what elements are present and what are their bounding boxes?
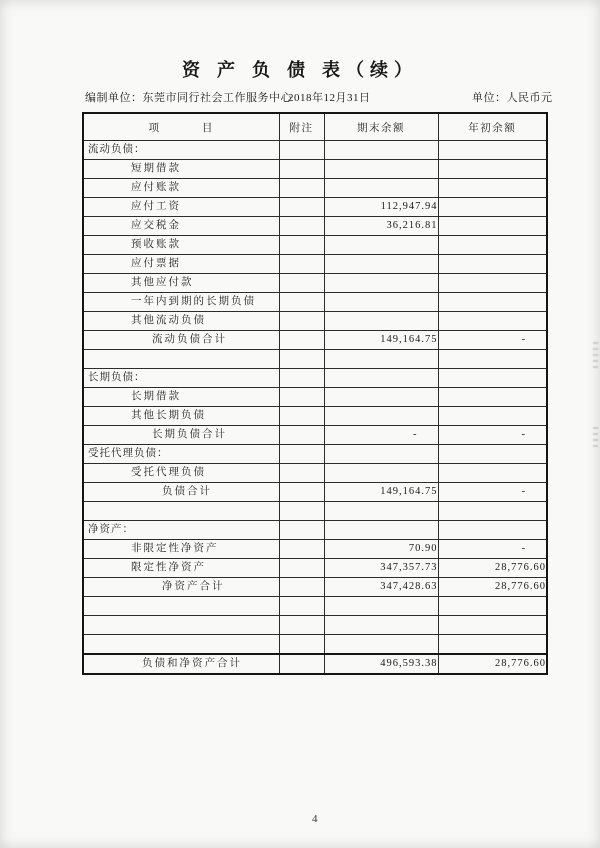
cell-note bbox=[279, 635, 324, 655]
cell-ending bbox=[324, 160, 438, 179]
table-row-empty bbox=[83, 616, 547, 635]
cell-ending: 149,164.75 bbox=[324, 331, 438, 350]
cell-beginning bbox=[438, 464, 547, 483]
table-row bbox=[83, 293, 547, 312]
cell-beginning: 28,776.60 bbox=[438, 578, 547, 597]
cell-item: 净资产合计 bbox=[83, 578, 279, 597]
cell-item: 限定性净资产 bbox=[83, 559, 279, 578]
cell-ending bbox=[324, 255, 438, 274]
cell-beginning: - bbox=[438, 540, 547, 559]
table-row bbox=[83, 141, 547, 160]
cell-beginning bbox=[438, 350, 547, 369]
table-row bbox=[83, 255, 547, 274]
cell-note bbox=[279, 236, 324, 255]
cell-beginning bbox=[438, 198, 547, 217]
col-header-item: 项 目 bbox=[83, 113, 279, 141]
cell-ending bbox=[324, 179, 438, 198]
cell-item: 非限定性净资产 bbox=[83, 540, 279, 559]
cell-item: 长期借款 bbox=[83, 388, 279, 407]
cell-ending bbox=[324, 236, 438, 255]
cell-item: 预收账款 bbox=[83, 236, 279, 255]
cell-beginning bbox=[438, 521, 547, 540]
cell-item: 受托代理负债 bbox=[83, 464, 279, 483]
cell-beginning bbox=[438, 388, 547, 407]
cell-item bbox=[83, 502, 279, 521]
cell-beginning bbox=[438, 445, 547, 464]
cell-note bbox=[279, 616, 324, 635]
cell-note bbox=[279, 312, 324, 331]
prepared-by-label: 编制单位：东莞市同行社会工作服务中心 bbox=[85, 92, 292, 104]
table-row bbox=[83, 179, 547, 198]
cell-item: 应付工资 bbox=[83, 198, 279, 217]
cell-item: 负债合计 bbox=[83, 483, 279, 502]
cell-note bbox=[279, 426, 324, 445]
cell-ending bbox=[324, 597, 438, 616]
cell-note bbox=[279, 141, 324, 160]
table-row bbox=[83, 578, 547, 597]
table-row bbox=[83, 521, 547, 540]
cell-note bbox=[279, 179, 324, 198]
scan-artifact-right-2 bbox=[593, 427, 598, 451]
table-row-empty bbox=[83, 635, 547, 655]
table-row bbox=[83, 198, 547, 217]
cell-note bbox=[279, 502, 324, 521]
cell-item: 流动负债合计 bbox=[83, 331, 279, 350]
cell-beginning bbox=[438, 597, 547, 616]
cell-item: 一年内到期的长期负债 bbox=[83, 293, 279, 312]
cell-beginning bbox=[438, 217, 547, 236]
table-header-row bbox=[83, 113, 547, 141]
cell-ending: - bbox=[324, 426, 438, 445]
cell-item: 其他应付款 bbox=[83, 274, 279, 293]
table-row-empty bbox=[83, 597, 547, 616]
table-row bbox=[83, 274, 547, 293]
table-row bbox=[83, 388, 547, 407]
table-row-empty bbox=[83, 502, 547, 521]
cell-beginning bbox=[438, 369, 547, 388]
cell-ending bbox=[324, 502, 438, 521]
cell-note bbox=[279, 654, 324, 674]
cell-item bbox=[83, 350, 279, 369]
col-header-note: 附注 bbox=[279, 113, 324, 141]
cell-ending bbox=[324, 407, 438, 426]
cell-item: 长期负债： bbox=[83, 369, 279, 388]
cell-beginning bbox=[438, 179, 547, 198]
cell-ending bbox=[324, 464, 438, 483]
cell-ending: 112,947.94 bbox=[324, 198, 438, 217]
table-row bbox=[83, 236, 547, 255]
cell-note bbox=[279, 445, 324, 464]
col-header-beginning-balance: 年初余额 bbox=[438, 113, 547, 141]
cell-beginning: - bbox=[438, 331, 547, 350]
scan-artifact-right-1 bbox=[593, 342, 598, 368]
cell-item: 净资产： bbox=[83, 521, 279, 540]
cell-ending: 36,216.81 bbox=[324, 217, 438, 236]
cell-ending: 70.90 bbox=[324, 540, 438, 559]
cell-ending bbox=[324, 369, 438, 388]
cell-note bbox=[279, 578, 324, 597]
cell-item: 其他流动负债 bbox=[83, 312, 279, 331]
cell-item bbox=[83, 616, 279, 635]
cell-beginning bbox=[438, 635, 547, 655]
cell-ending bbox=[324, 616, 438, 635]
table-row-empty bbox=[83, 350, 547, 369]
cell-ending bbox=[324, 293, 438, 312]
cell-item: 其他长期负债 bbox=[83, 407, 279, 426]
table-body bbox=[83, 141, 547, 675]
table-row bbox=[83, 426, 547, 445]
cell-beginning bbox=[438, 255, 547, 274]
cell-ending bbox=[324, 350, 438, 369]
table-row bbox=[83, 369, 547, 388]
cell-ending bbox=[324, 635, 438, 655]
cell-note bbox=[279, 160, 324, 179]
table-row bbox=[83, 654, 547, 674]
cell-item: 负债和净资产合计 bbox=[83, 654, 279, 674]
cell-note bbox=[279, 217, 324, 236]
cell-note bbox=[279, 369, 324, 388]
cell-ending bbox=[324, 312, 438, 331]
cell-beginning bbox=[438, 293, 547, 312]
cell-note bbox=[279, 464, 324, 483]
cell-item: 应付账款 bbox=[83, 179, 279, 198]
cell-note bbox=[279, 407, 324, 426]
table-row bbox=[83, 407, 547, 426]
table-row bbox=[83, 483, 547, 502]
cell-beginning bbox=[438, 236, 547, 255]
cell-beginning: - bbox=[438, 483, 547, 502]
cell-beginning: 28,776.60 bbox=[438, 654, 547, 674]
meta-line bbox=[0, 89, 600, 103]
cell-beginning bbox=[438, 274, 547, 293]
cell-beginning bbox=[438, 312, 547, 331]
cell-note bbox=[279, 331, 324, 350]
cell-ending bbox=[324, 521, 438, 540]
cell-item: 长期负债合计 bbox=[83, 426, 279, 445]
table-row bbox=[83, 217, 547, 236]
balance-sheet-table bbox=[82, 112, 548, 675]
cell-item: 流动负债： bbox=[83, 141, 279, 160]
cell-note bbox=[279, 483, 324, 502]
cell-note bbox=[279, 597, 324, 616]
currency-unit-label: 单位：人民币元 bbox=[472, 92, 553, 104]
cell-note bbox=[279, 198, 324, 217]
cell-ending: 149,164.75 bbox=[324, 483, 438, 502]
col-header-ending-balance: 期末余额 bbox=[324, 113, 438, 141]
cell-ending: 347,357.73 bbox=[324, 559, 438, 578]
cell-note bbox=[279, 293, 324, 312]
cell-item: 应交税金 bbox=[83, 217, 279, 236]
cell-note bbox=[279, 350, 324, 369]
cell-ending bbox=[324, 445, 438, 464]
report-date: 2018年12月31日 bbox=[288, 92, 371, 104]
cell-item: 短期借款 bbox=[83, 160, 279, 179]
table-row bbox=[83, 445, 547, 464]
table-row bbox=[83, 464, 547, 483]
cell-ending bbox=[324, 274, 438, 293]
table-row bbox=[83, 331, 547, 350]
cell-beginning: 28,776.60 bbox=[438, 559, 547, 578]
cell-note bbox=[279, 559, 324, 578]
cell-beginning bbox=[438, 407, 547, 426]
cell-note bbox=[279, 540, 324, 559]
cell-item: 应付票据 bbox=[83, 255, 279, 274]
cell-ending: 496,593.38 bbox=[324, 654, 438, 674]
table-row bbox=[83, 540, 547, 559]
cell-beginning: - bbox=[438, 426, 547, 445]
table-row bbox=[83, 312, 547, 331]
cell-note bbox=[279, 521, 324, 540]
cell-note bbox=[279, 274, 324, 293]
cell-beginning bbox=[438, 616, 547, 635]
cell-ending: 347,428.63 bbox=[324, 578, 438, 597]
cell-item bbox=[83, 597, 279, 616]
cell-ending bbox=[324, 388, 438, 407]
table-row bbox=[83, 559, 547, 578]
table-row bbox=[83, 160, 547, 179]
page-number: 4 bbox=[312, 813, 318, 825]
cell-note bbox=[279, 255, 324, 274]
cell-item: 受托代理负债： bbox=[83, 445, 279, 464]
cell-ending bbox=[324, 141, 438, 160]
cell-note bbox=[279, 388, 324, 407]
cell-beginning bbox=[438, 502, 547, 521]
cell-item bbox=[83, 635, 279, 655]
page-title: 资 产 负 债 表（续） bbox=[181, 60, 418, 80]
cell-beginning bbox=[438, 141, 547, 160]
cell-beginning bbox=[438, 160, 547, 179]
